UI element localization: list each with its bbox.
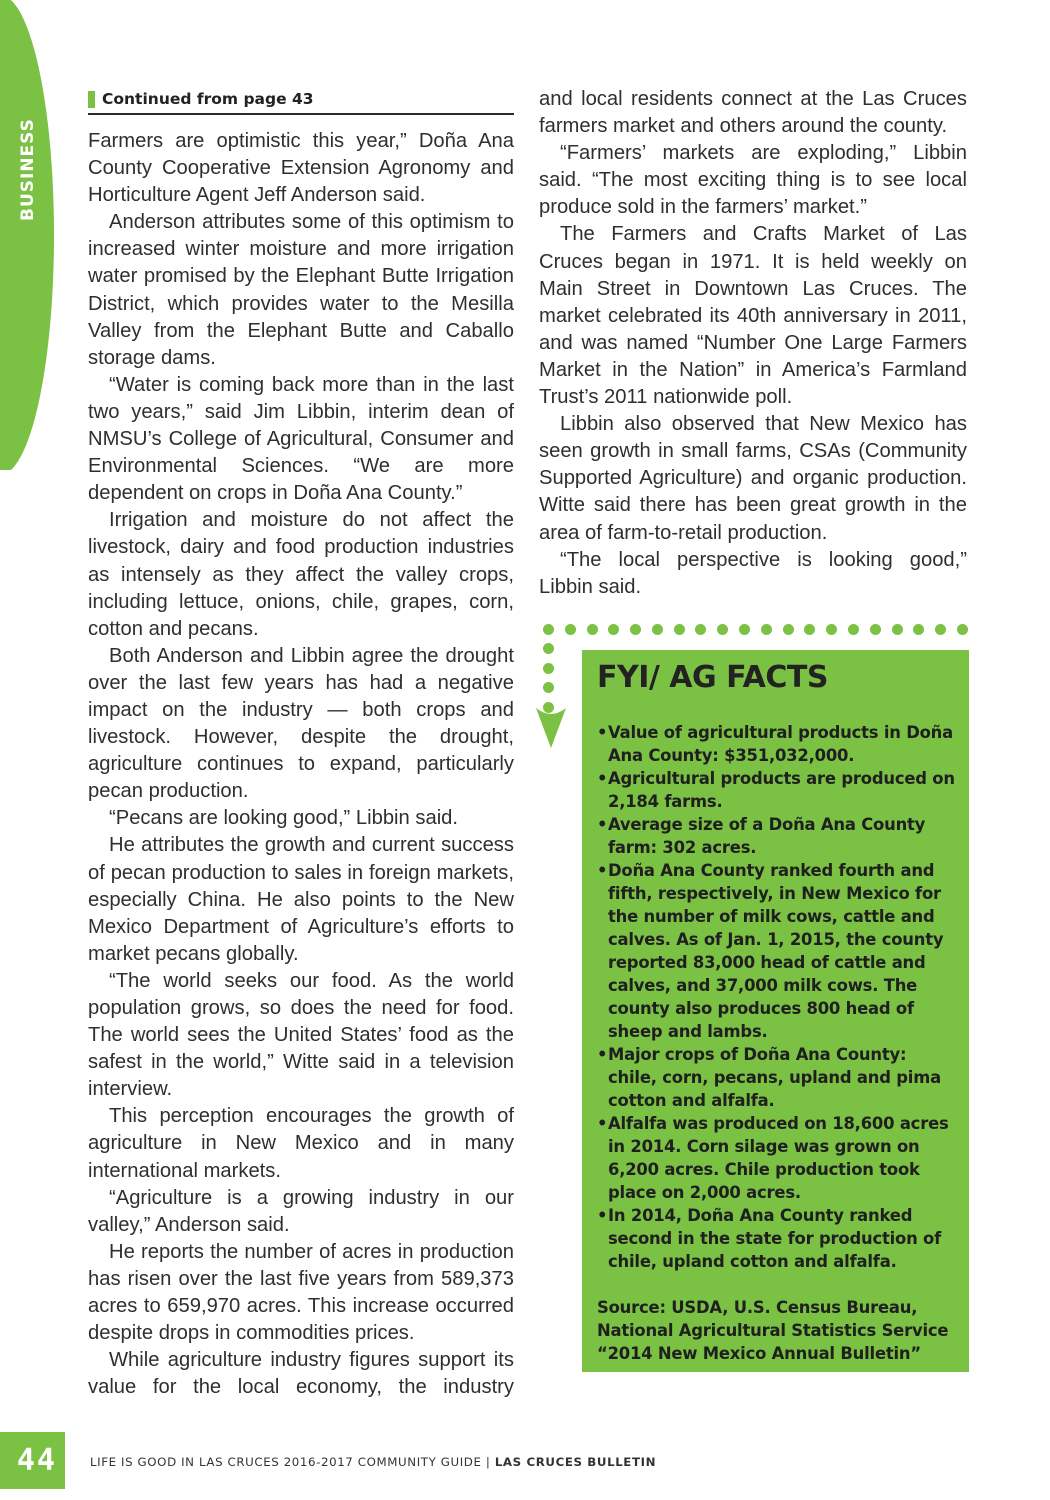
green-marker-icon — [88, 91, 95, 108]
paragraph: He attributes the growth and current success of pecan production to sales in foreign markets, especially China. He also points to the New Mexico Department of Agriculture’s efforts to market pecans globally. — [88, 834, 514, 965]
article-left-column — [88, 128, 514, 1401]
paragraph: “Pecans are looking good,” Libbin said. — [109, 807, 459, 830]
fact-item: • Major crops of Doña Ana County: chile, corn, pecans, upland and pima cotton and alfalfa. — [597, 1043, 955, 1112]
fact-item: • Value of agricultural products in Doña Ana County: $351,032,000. — [597, 721, 955, 767]
fyi-ag-facts-box — [582, 650, 969, 1372]
paragraph: Libbin also observed that New Mexico has seen growth in small farms, CSAs (Community Supported Agriculture) and organic production. Witte said there has been great growth in the area of farm-to-retail production. — [539, 413, 967, 544]
paragraph: “Farmers’ markets are exploding,” Libbin said. “The most exciting thing is to see local produce sold in the farmers’ market.” — [539, 142, 967, 219]
continued-label: Continued from page 43 — [102, 90, 314, 108]
fact-item: • Agricultural products are produced on 2,184 farms. — [597, 767, 955, 813]
down-arrow-icon — [536, 708, 566, 748]
paragraph: “Agriculture is a growing industry in our valley,” Anderson said. — [88, 1186, 514, 1236]
guide-title: LIFE IS GOOD IN LAS CRUCES 2016-2017 COMMUNITY GUIDE | — [90, 1455, 495, 1469]
fact-item: • Average size of a Doña Ana County farm: 302 acres. — [597, 813, 955, 859]
paragraph: Both Anderson and Libbin agree the drought over the last few years has had a negative impact on the industry — both crops and livestock. However, despite the drought, agriculture continues to expand, particularly pecan production. — [88, 644, 514, 803]
footer-line — [90, 1455, 656, 1469]
publication-name: LAS CRUCES BULLETIN — [494, 1455, 657, 1469]
paragraph: While agriculture industry figures support its value for the local economy, the industry — [88, 1349, 514, 1399]
fact-item: • Alfalfa was produced on 18,600 acres in 2014. Corn silage was grown on 6,200 acres. Chile production took place on 2,000 acres. — [597, 1112, 955, 1204]
paragraph: and local residents connect at the Las Cruces farmers market and others around the county. — [539, 88, 967, 138]
facts-list — [597, 721, 955, 1273]
dotted-border-horizontal — [543, 624, 968, 636]
paragraph: “The world seeks our food. As the world population grows, so does the need for food. The world sees the United States’ food as the safest in the world,” Witte said in a television interview. — [88, 969, 514, 1101]
paragraph: This perception encourages the growth of agriculture in New Mexico and in many international markets. — [88, 1105, 514, 1182]
paragraph: “Water is coming back more than in the last two years,” said Jim Libbin, interim dean of NMSU’s College of Agricultural, Consumer and Environmental Sciences. “We are more dependent on crops in Doña Ana County.” — [88, 373, 514, 505]
section-tab — [0, 0, 56, 470]
dotted-border-vertical — [543, 643, 555, 713]
paragraph: “The local perspective is looking good,” Libbin said. — [539, 548, 967, 598]
fact-item: • In 2014, Doña Ana County ranked second in the state for production of chile, upland cotton and alfalfa. — [597, 1204, 955, 1273]
continued-header — [88, 90, 514, 115]
article-right-column — [539, 86, 967, 601]
paragraph: He reports the number of acres in production has risen over the last five years from 589,373 acres to 659,970 acres. This increase occurred despite drops in commodities prices. — [88, 1240, 514, 1345]
page-number: 44 — [0, 1432, 65, 1489]
section-tab-label: BUSINESS — [18, 118, 38, 222]
paragraph: Irrigation and moisture do not affect the livestock, dairy and food production industries as intensely as they affect the valley crops, including lettuce, onions, chile, grapes, corn, cotton and pecans. — [88, 509, 514, 640]
fyi-source: Source: USDA, U.S. Census Bureau, National Agricultural Statistics Service “2014 New Mexico Annual Bulletin” — [597, 1298, 949, 1363]
paragraph: Farmers are optimistic this year,” Doña Ana County Cooperative Extension Agronomy and Horticulture Agent Jeff Anderson said. — [88, 130, 514, 207]
paragraph: The Farmers and Crafts Market of Las Cruces began in 1971. It is held weekly on Main Street in Downtown Las Cruces. The market celebrated its 40th anniversary in 2011, and was named “Number One Large Farmers Market in the Nation” in America’s Farmland Trust’s 2011 nationwide poll. — [539, 223, 967, 409]
fyi-title: FYI/ AG FACTS — [597, 660, 828, 695]
paragraph: Anderson attributes some of this optimism to increased winter moisture and more irrigation water promised by the Elephant Butte Irrigation District, which provides water to the Mesilla Valley from the Elephant Butte and Caballo storage dams. — [88, 211, 514, 369]
fact-item: • Doña Ana County ranked fourth and fifth, respectively, in New Mexico for the number of milk cows, cattle and calves. As of Jan. 1, 2015, the county reported 83,000 head of cattle and calves, and 37,000 milk cows. The county also produces 800 head of sheep and lambs. — [597, 859, 955, 1043]
